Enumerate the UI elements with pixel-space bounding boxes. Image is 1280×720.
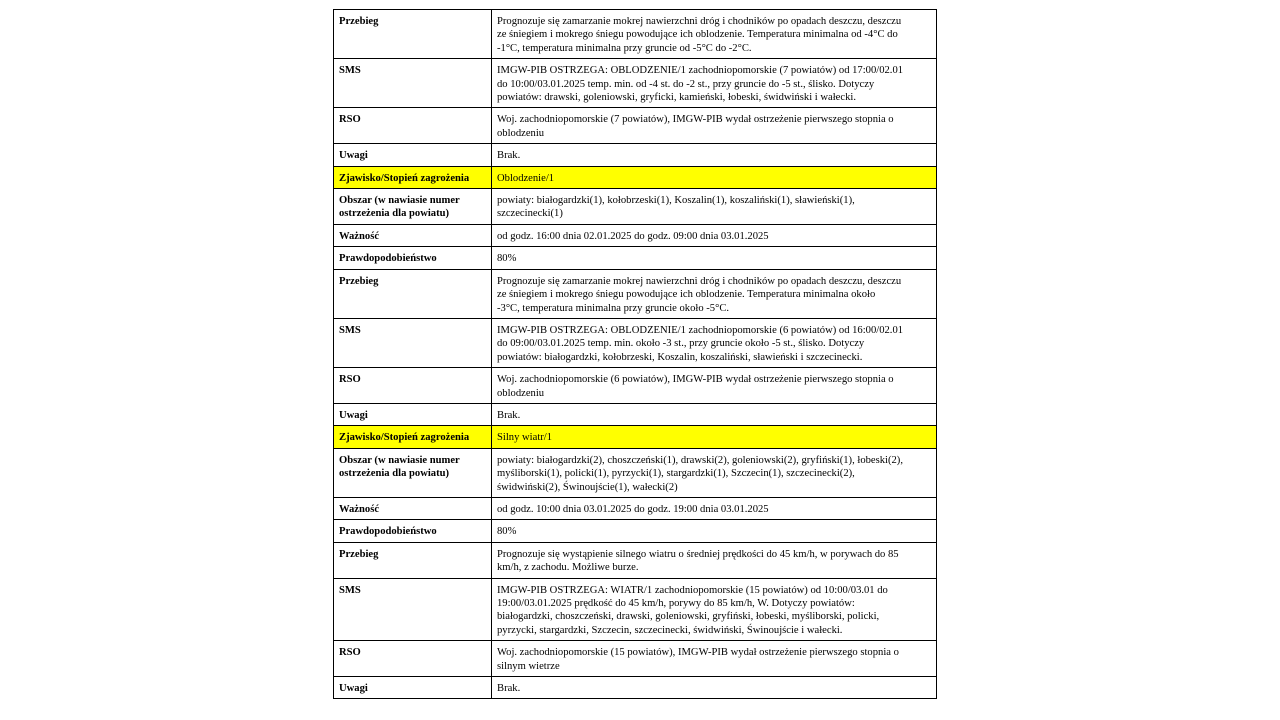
row-label: Przebieg (339, 16, 379, 27)
row-value-line: Brak. (497, 409, 521, 421)
table-row (334, 578, 937, 641)
row-label-cell (334, 578, 492, 641)
row-value-line: szczecinecki(1) (497, 208, 563, 220)
row-label-cell (334, 318, 492, 367)
row-value-line: km/h, z zachodu. Możliwe burze. (497, 562, 639, 574)
row-value-line: od godz. 10:00 dnia 03.01.2025 do godz. 19:00 dnia 03.01.2025 (497, 503, 769, 515)
table-row (334, 247, 937, 269)
phenomenon-row (334, 426, 937, 448)
table-row (334, 520, 937, 542)
row-label-cell (334, 144, 492, 166)
row-value-cell (492, 166, 937, 188)
row-value-line: powiatów: drawski, goleniowski, gryficki, kamieński, łobeski, świdwiński i wałecki. (497, 92, 856, 104)
row-label-cell (334, 269, 492, 318)
row-label-cell (334, 403, 492, 425)
row-label: ostrzeżenia dla powiatu) (339, 468, 450, 480)
row-value-cell (492, 497, 937, 519)
table-row (334, 108, 937, 144)
table-row (334, 59, 937, 108)
row-label-cell (334, 247, 492, 269)
table-row (334, 144, 937, 166)
row-value-line: IMGW-PIB OSTRZEGA: OBLODZENIE/1 zachodniopomorskie (6 powiatów) od 16:00/02.01 (497, 324, 904, 336)
row-value-line: myśliborski(1), policki(1), pyrzycki(1), stargardzki(1), Szczecin(1), szczecinecki(2), (497, 468, 855, 480)
row-label: RSO (339, 114, 361, 126)
row-value-cell (492, 247, 937, 269)
row-label: Zjawisko/Stopień zagrożenia (339, 172, 470, 184)
row-label: Przebieg (339, 548, 379, 560)
row-label-cell (334, 520, 492, 542)
row-value-line: Prognozuje się zamarzanie mokrej nawierzchni dróg i chodników po opadach deszczu, deszczu (497, 16, 902, 27)
row-label: SMS (339, 324, 361, 336)
row-label-cell (334, 426, 492, 448)
row-value-line: powiaty: białogardzki(1), kołobrzeski(1), Koszalin(1), koszaliński(1), sławieński(1), (497, 195, 855, 207)
row-label: Uwagi (339, 150, 368, 162)
row-value-line: IMGW-PIB OSTRZEGA: OBLODZENIE/1 zachodniopomorskie (7 powiatów) od 17:00/02.01 (497, 65, 904, 77)
row-label-cell (334, 497, 492, 519)
row-label-cell (334, 368, 492, 404)
row-label: RSO (339, 374, 361, 386)
row-value-line: -1°C, temperatura minimalna przy gruncie od -5°C do -2°C. (497, 42, 752, 54)
row-value-line: oblodzeniu (497, 387, 545, 399)
row-value-cell (492, 677, 937, 699)
table-row (334, 368, 937, 404)
row-label-cell (334, 166, 492, 188)
table-row (334, 677, 937, 699)
row-label: SMS (339, 65, 361, 77)
row-value-line: Woj. zachodniopomorskie (6 powiatów), IMGW-PIB wydał ostrzeżenie pierwszego stopnia o (497, 374, 894, 386)
row-value-line: pyrzycki, stargardzki, Szczecin, szczecinecki, świdwiński, Świnoujście i wałecki. (497, 624, 843, 636)
row-value-line: oblodzeniu (497, 127, 545, 139)
table-row (334, 224, 937, 246)
row-value-line: silnym wietrze (497, 660, 560, 672)
row-value-line: ze śniegiem i mokrego śniegu powodujące ich oblodzenie. Temperatura minimalna około (497, 289, 876, 301)
row-value-cell (492, 10, 937, 59)
row-label: Przebieg (339, 275, 379, 287)
row-label: SMS (339, 584, 361, 596)
row-label-cell (334, 59, 492, 108)
table-row (334, 10, 937, 59)
row-value-line: Oblodzenie/1 (497, 172, 555, 184)
row-value-line: IMGW-PIB OSTRZEGA: WIATR/1 zachodniopomorskie (15 powiatów) od 10:00/03.01 do (497, 584, 888, 596)
row-value-cell (492, 426, 937, 448)
row-label: Prawdopodobieństwo (339, 526, 437, 538)
row-value-line: Silny wiatr/1 (497, 432, 553, 444)
row-value-line: 19:00/03.01.2025 prędkość do 45 km/h, porywy do 85 km/h, W. Dotyczy powiatów: (497, 598, 855, 609)
row-value-cell (492, 318, 937, 367)
row-value-line: Brak. (497, 683, 521, 695)
table-row (334, 448, 937, 497)
row-value-cell (492, 144, 937, 166)
table-row (334, 189, 937, 225)
row-value-line: Woj. zachodniopomorskie (7 powiatów), IMGW-PIB wydał ostrzeżenie pierwszego stopnia o (497, 114, 894, 126)
row-label-cell (334, 677, 492, 699)
row-value-cell (492, 269, 937, 318)
table-row (334, 497, 937, 519)
row-value-line: 80% (497, 526, 517, 538)
row-label-cell (334, 641, 492, 677)
row-value-line: do 09:00/03.01.2025 temp. min. około -3 st., przy gruncie około -5 st., ślisko. Dotyczy (497, 338, 865, 350)
row-label-cell (334, 448, 492, 497)
row-label: Uwagi (339, 409, 368, 421)
row-value-line: powiaty: białogardzki(2), choszczeński(1), drawski(2), goleniowski(2), gryfiński(1), łobeski(2), (497, 454, 903, 466)
phenomenon-row (334, 166, 937, 188)
row-label: Ważność (339, 503, 380, 515)
table-row (334, 269, 937, 318)
table-row (334, 641, 937, 677)
row-value-cell (492, 448, 937, 497)
row-value-line: Prognozuje się zamarzanie mokrej nawierzchni dróg i chodników po opadach deszczu, deszczu (497, 275, 902, 287)
row-value-cell (492, 403, 937, 425)
row-label-cell (334, 108, 492, 144)
row-value-line: Prognozuje się wystąpienie silnego wiatru o średniej prędkości do 45 km/h, w porywach do 85 (497, 548, 899, 560)
row-label: ostrzeżenia dla powiatu) (339, 208, 450, 220)
row-value-cell (492, 59, 937, 108)
row-value-line: powiatów: białogardzki, kołobrzeski, Koszalin, koszaliński, sławieński i szczecinecki. (497, 351, 863, 363)
row-label-cell (334, 10, 492, 59)
row-label: Zjawisko/Stopień zagrożenia (339, 432, 470, 444)
table-row (334, 318, 937, 367)
row-value-line: -3°C, temperatura minimalna przy gruncie około -5°C. (497, 302, 730, 314)
row-value-line: Brak. (497, 150, 521, 162)
row-value-line: Woj. zachodniopomorskie (15 powiatów), IMGW-PIB wydał ostrzeżenie pierwszego stopnia o (497, 647, 899, 659)
row-label: RSO (339, 647, 361, 659)
row-label: Obszar (w nawiasie numer (339, 454, 460, 466)
row-value-line: 80% (497, 253, 517, 265)
row-value-cell (492, 641, 937, 677)
row-value-cell (492, 189, 937, 225)
row-label-cell (334, 224, 492, 246)
row-label: Prawdopodobieństwo (339, 253, 437, 265)
row-value-line: białogardzki, choszczeński, drawski, goleniowski, gryfiński, łobeski, myśliborski, policki, (497, 611, 880, 623)
row-label-cell (334, 542, 492, 578)
row-value-line: świdwiński(2), Świnoujście(1), wałecki(2) (497, 481, 678, 493)
row-value-cell (492, 542, 937, 578)
row-value-line: do 10:00/03.01.2025 temp. min. od -4 st. do -2 st., przy gruncie do -5 st., ślisko. Dotyczy (497, 78, 875, 90)
row-label-cell (334, 189, 492, 225)
warning-table-body (334, 10, 937, 699)
row-value-cell (492, 108, 937, 144)
row-value-cell (492, 224, 937, 246)
row-label: Uwagi (339, 683, 368, 695)
row-value-line: ze śniegiem i mokrego śniegu powodujące ich oblodzenie. Temperatura minimalna od -4°C do (497, 29, 898, 41)
row-value-cell (492, 578, 937, 641)
row-label: Ważność (339, 230, 380, 242)
row-value-cell (492, 520, 937, 542)
table-row (334, 542, 937, 578)
row-value-line: od godz. 16:00 dnia 02.01.2025 do godz. 09:00 dnia 03.01.2025 (497, 230, 769, 242)
table-row (334, 403, 937, 425)
row-value-cell (492, 368, 937, 404)
warning-table (333, 9, 937, 699)
row-label: Obszar (w nawiasie numer (339, 195, 460, 207)
